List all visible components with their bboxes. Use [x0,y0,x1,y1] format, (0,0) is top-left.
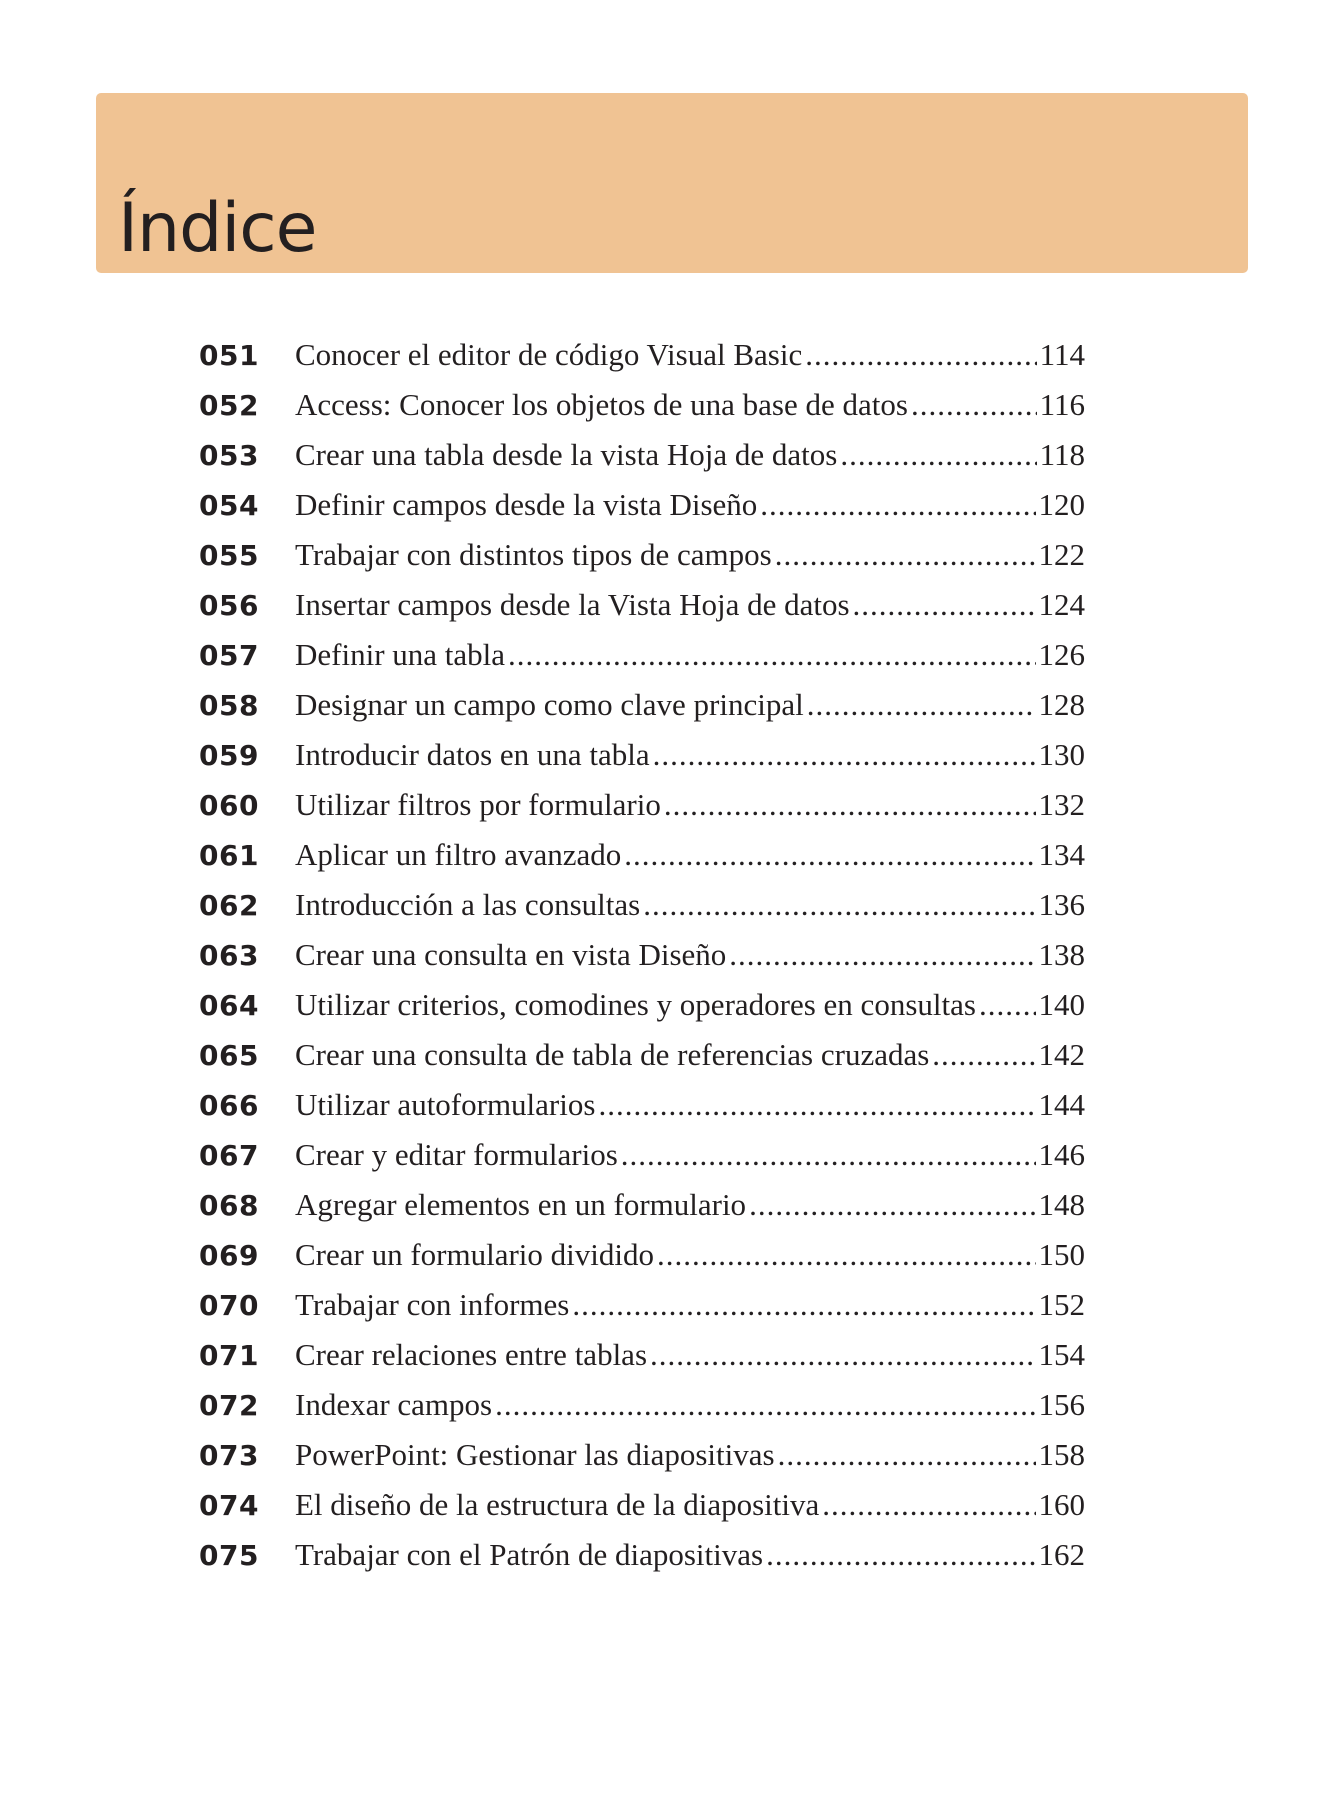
toc-entry-page: 130 [1038,737,1085,772]
toc-dot-leader [653,730,1036,780]
toc-entry-title: Introducir datos en una tabla [295,737,650,772]
toc-entry-number: 061 [199,839,259,872]
toc-entry[interactable] [199,1330,1085,1380]
toc-dot-leader [495,1380,1035,1430]
toc-entry[interactable] [199,1080,1085,1130]
toc-entry-number: 056 [199,589,259,622]
toc-entry[interactable] [199,980,1085,1030]
toc-entry-page: 126 [1038,637,1085,672]
toc-dot-leader [624,830,1035,880]
toc-entry-number: 054 [199,489,259,522]
toc-entry-number: 060 [199,789,259,822]
toc-entry[interactable] [199,1530,1085,1580]
toc-entry-page: 114 [1039,337,1085,372]
toc-entry-page: 144 [1038,1087,1085,1122]
toc-dot-leader [508,630,1035,680]
toc-entry-title: Agregar elementos en un formulario [295,1187,747,1222]
toc-dot-leader [778,1430,1036,1480]
toc-entry-page: 146 [1038,1137,1085,1172]
toc-entry-title: Definir una tabla [295,637,506,672]
toc-dot-leader [760,480,1035,530]
toc-dot-leader [911,380,1037,430]
toc-entry-page: 154 [1038,1337,1085,1372]
toc-entry-page: 156 [1038,1387,1085,1422]
toc-dot-leader [621,1130,1036,1180]
toc-dot-leader [805,330,1036,380]
toc-entry-number: 064 [199,989,259,1022]
toc-entry-title: Utilizar filtros por formulario [295,787,661,822]
toc-entry-title: Definir campos desde la vista Diseño [295,487,758,522]
header-band [96,93,1248,273]
toc-entry-number: 075 [199,1539,259,1572]
toc-entry-number: 069 [199,1239,259,1272]
toc-entry[interactable] [199,580,1085,630]
toc-entry-title: Crear relaciones entre tablas [295,1337,648,1372]
toc-entry[interactable] [199,880,1085,930]
toc-entry-title: Crear y editar formularios [295,1137,618,1172]
toc-entry[interactable] [199,1230,1085,1280]
toc-dot-leader [664,780,1036,830]
toc-entry-number: 071 [199,1339,259,1372]
toc-entry[interactable] [199,630,1085,680]
toc-dot-leader [822,1480,1035,1530]
toc-entry-title: Indexar campos [295,1387,493,1422]
toc-entry-page: 132 [1038,787,1085,822]
toc-entry-title: Utilizar criterios, comodines y operadores en consultas [295,987,976,1022]
toc-dot-leader [729,930,1035,980]
toc-entry-number: 053 [199,439,259,472]
toc-entry-title: Crear una tabla desde la vista Hoja de datos [295,437,838,472]
toc-entry[interactable] [199,780,1085,830]
toc-entry-page: 122 [1038,537,1085,572]
toc-entry[interactable] [199,430,1085,480]
toc-entry-title: Designar un campo como clave principal [295,687,804,722]
toc-entry-page: 118 [1039,437,1085,472]
page-title: Índice [118,189,317,268]
toc-dot-leader [749,1180,1035,1230]
toc-entry-page: 162 [1038,1537,1085,1572]
toc-entry-number: 059 [199,739,259,772]
toc-entry-title: Crear una consulta en vista Diseño [295,937,727,972]
toc-entry-title: Crear una consulta de tabla de referencias cruzadas [295,1037,930,1072]
toc-dot-leader [643,880,1035,930]
toc-entry-page: 120 [1038,487,1085,522]
toc-entry-title: Crear un formulario dividido [295,1237,654,1272]
toc-entry-title: Aplicar un filtro avanzado [295,837,622,872]
toc-entry-number: 063 [199,939,259,972]
toc-dot-leader [853,580,1036,630]
toc-entry-page: 152 [1038,1287,1085,1322]
toc-entry-page: 136 [1038,887,1085,922]
toc-entry-number: 051 [199,339,259,372]
toc-dot-leader [840,430,1036,480]
toc-entry-page: 116 [1039,387,1085,422]
toc-entry-number: 073 [199,1439,259,1472]
toc-dot-leader [766,1530,1035,1580]
toc-entry[interactable] [199,1030,1085,1080]
toc-entry[interactable] [199,1130,1085,1180]
toc-entry-title: Utilizar autoformularios [295,1087,596,1122]
toc-entry-number: 068 [199,1189,259,1222]
toc-entry-number: 066 [199,1089,259,1122]
toc-entry-title: Insertar campos desde la Vista Hoja de datos [295,587,850,622]
table-of-contents [199,330,1085,1580]
toc-entry-number: 072 [199,1389,259,1422]
toc-entry-number: 055 [199,539,259,572]
toc-entry[interactable] [199,1180,1085,1230]
toc-dot-leader [598,1080,1035,1130]
toc-entry-number: 062 [199,889,259,922]
toc-entry-page: 158 [1038,1437,1085,1472]
toc-entry-title: Trabajar con distintos tipos de campos [295,537,772,572]
toc-entry-page: 150 [1038,1237,1085,1272]
toc-dot-leader [807,680,1036,730]
toc-entry[interactable] [199,480,1085,530]
toc-entry-number: 057 [199,639,259,672]
toc-dot-leader [932,1030,1035,1080]
toc-entry-page: 148 [1038,1187,1085,1222]
toc-entry[interactable] [199,330,1085,380]
toc-entry-number: 070 [199,1289,259,1322]
toc-entry-number: 065 [199,1039,259,1072]
toc-entry-title: El diseño de la estructura de la diapositiva [295,1487,820,1522]
toc-entry-title: PowerPoint: Gestionar las diapositivas [295,1437,775,1472]
toc-entry[interactable] [199,680,1085,730]
toc-entry-page: 140 [1038,987,1085,1022]
toc-entry-title: Conocer el editor de código Visual Basic [295,337,803,372]
toc-entry-number: 058 [199,689,259,722]
toc-entry[interactable] [199,830,1085,880]
toc-entry-title: Trabajar con informes [295,1287,570,1322]
toc-entry-page: 134 [1038,837,1085,872]
toc-entry-page: 160 [1038,1487,1085,1522]
toc-entry[interactable] [199,730,1085,780]
toc-dot-leader [657,1230,1036,1280]
toc-entry-title: Introducción a las consultas [295,887,641,922]
toc-entry[interactable] [199,380,1085,430]
toc-entry[interactable] [199,1480,1085,1530]
toc-entry-title: Access: Conocer los objetos de una base de datos [295,387,908,422]
toc-dot-leader [572,1280,1035,1330]
toc-entry-number: 052 [199,389,259,422]
toc-entry[interactable] [199,1430,1085,1480]
toc-entry-title: Trabajar con el Patrón de diapositivas [295,1537,764,1572]
toc-dot-leader [775,530,1036,580]
toc-entry[interactable] [199,930,1085,980]
toc-entry-page: 142 [1038,1037,1085,1072]
toc-dot-leader [650,1330,1035,1380]
toc-entry-number: 067 [199,1139,259,1172]
toc-entry[interactable] [199,1280,1085,1330]
toc-entry-page: 128 [1038,687,1085,722]
toc-entry-number: 074 [199,1489,259,1522]
toc-entry[interactable] [199,1380,1085,1430]
toc-entry-page: 138 [1038,937,1085,972]
toc-entry[interactable] [199,530,1085,580]
toc-dot-leader [979,980,1036,1030]
toc-entry-page: 124 [1038,587,1085,622]
